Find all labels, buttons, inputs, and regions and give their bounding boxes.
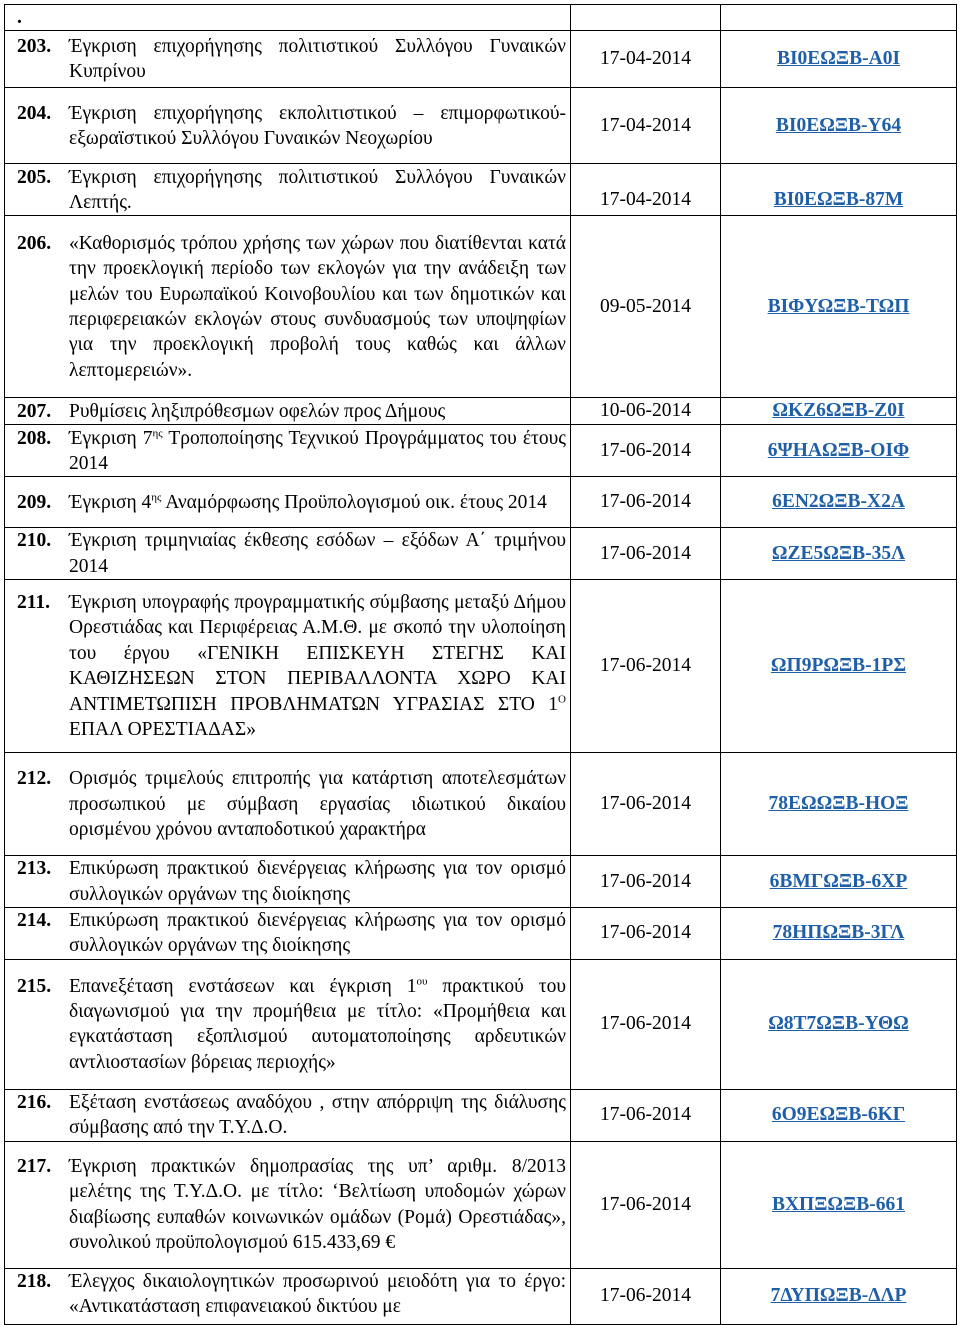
table-row <box>5 856 957 908</box>
item-date: 17-04-2014 <box>571 164 721 216</box>
decision-code-link[interactable]: 78ΗΠΩΞΒ-3ΓΛ <box>772 922 905 944</box>
item-text: Έγκριση υπογραφής προγραμματικής σύμβασης μεταξύ Δήμου Ορεστιάδας και Περιφέρειας Α.Μ.Θ. με σκοπό την υλοποίηση του έργου «ΓΕΝΙΚΗ ΕΠΙΣΚΕΥΗ ΣΤΕΓΗΣ ΚΑΙ ΚΑΘΙΖΗΣΕΩΝ ΣΤΟΝ ΠΕΡΙΒΑΛΛΟΝΤΑ ΧΩΡΟ ΚΑΙ ΑΝΤΙΜΕΤΩΠΙΣΗ ΠΡΟΒΛΗΜΑΤΩΝ ΥΓΡΑΣΙΑΣ ΣΤΟ $1^O$ ΕΠΑΛ ΟΡΕΣΤΙΑΔΑΣ» <box>69 592 566 741</box>
decision-code-link[interactable]: ΒΙ0ΕΩΞΒ-Α0Ι <box>776 48 901 70</box>
decision-code-link[interactable]: 6Ο9ΕΩΞΒ-6ΚΓ <box>771 1104 906 1126</box>
table-row <box>5 753 957 856</box>
table-row <box>5 425 957 477</box>
item-date: 17-04-2014 <box>571 31 721 88</box>
decision-code-link[interactable]: ΩΠ9ΡΩΞΒ-1ΡΣ <box>770 655 907 677</box>
item-date: 17-06-2014 <box>571 1268 721 1324</box>
item-date: 17-04-2014 <box>571 88 721 164</box>
item-number: 211. <box>17 592 51 613</box>
item-date: 09-05-2014 <box>571 216 721 398</box>
item-text: Έλεγχος δικαιολογητικών προσωρινού μειοδότη για το έργο: «Αντικατάσταση επιφανειακού δικτύου με <box>69 1270 566 1318</box>
item-text: Έγκριση τριμηνιαίας έκθεσης εσόδων – εξόδων Α΄ τριμήνου 2014 <box>69 530 566 577</box>
item-number: 206. <box>17 232 52 254</box>
table-row <box>5 959 957 1089</box>
item-text: Επικύρωση πρακτικού διενέργειας κλήρωσης για τον ορισμό συλλογικών οργάνων της διοίκησης <box>69 858 566 905</box>
item-number: 208. <box>17 427 52 449</box>
item-number: 209. <box>17 491 52 513</box>
table-row <box>5 398 957 425</box>
item-text: Έγκριση $4^{\eta\varsigma}$ Αναμόρφωσης Προϋπολογισμού οικ. έτους 2014 <box>69 491 547 513</box>
item-number: 215. <box>17 975 52 997</box>
top-cell-code <box>721 5 957 31</box>
table-row <box>5 908 957 960</box>
item-text: Έγκριση πρακτικών δημοπρασίας της υπ’ αριθμ. 8/2013 μελέτης της Τ.Υ.Δ.Ο. με τίτλο: ‘Βελτίωση υποδομών χώρων διαβίωσης ευπαθών κοινωνικών ομάδων (Ρομά) Ορεστιάδας», συνολικού προϋπολογισμού 615.433,69 € <box>69 1155 566 1254</box>
decision-code-link[interactable]: ΒΙΦΥΩΞΒ-ΤΩΠ <box>767 295 910 317</box>
item-number: 216. <box>17 1091 52 1113</box>
table-row <box>5 528 957 580</box>
item-number: 218. <box>17 1270 52 1292</box>
decision-code-link[interactable]: 7ΔΥΠΩΞΒ-ΔΛΡ <box>770 1285 907 1307</box>
item-text: Ρυθμίσεις ληξιπρόθεσμων οφελών προς Δήμους <box>69 400 446 422</box>
top-dot: . <box>17 7 22 28</box>
item-text: Επανεξέταση ενστάσεων και έγκριση $1^{o\upsilon}$ πρακτικού του διαγωνισμού για την προμήθεια με τίτλο: «Προμήθεια και εγκατάσταση εξοπλισμού αυτοματοποίησης αρδευτικών αντλιοστασίων βόρειας περιοχής» <box>69 975 567 1073</box>
decision-code-link[interactable]: 6ΒΜΓΩΞΒ-6ΧΡ <box>769 870 908 892</box>
item-text: Έγκριση επιχορήγησης εκπολιτιστικού – επιμορφωτικού- εξωραϊστικού Συλλόγου Γυναικών Νεοχωρίου <box>69 102 566 149</box>
table-row <box>5 216 957 398</box>
item-number: 214. <box>17 910 52 932</box>
item-text: Έγκριση $7^{\eta\varsigma}$ Τροποποίησης Τεχνικού Προγράμματος του έτους 2014 <box>69 427 566 474</box>
item-number: 207. <box>17 400 52 422</box>
item-date: 10-06-2014 <box>571 398 721 425</box>
item-date: 17-06-2014 <box>571 477 721 528</box>
table-top-row <box>5 5 957 31</box>
item-number: 212. <box>17 768 52 790</box>
table-row <box>5 1141 957 1268</box>
item-date: 17-06-2014 <box>571 753 721 856</box>
item-date: 17-06-2014 <box>571 1141 721 1268</box>
decision-code-link[interactable]: ΒΙ0ΕΩΞΒ-87Μ <box>773 189 904 211</box>
decision-code-link[interactable]: 6ΕΝ2ΩΞΒ-Χ2Α <box>772 491 905 513</box>
table-row <box>5 88 957 164</box>
item-number: 203. <box>17 36 52 57</box>
top-cell-date <box>571 5 721 31</box>
item-number: 217. <box>17 1155 52 1177</box>
item-date: 17-06-2014 <box>571 1089 721 1141</box>
item-text: Επικύρωση πρακτικού διενέργειας κλήρωσης για τον ορισμό συλλογικών οργάνων της διοίκησης <box>69 910 566 957</box>
item-text: Ορισμός τριμελούς επιτροπής για κατάρτιση αποτελεσμάτων προσωπικού με σύμβαση εργασίας ιδιωτικού δικαίου ορισμένου χρόνου ανταποδοτικού χαρακτήρα <box>69 768 566 840</box>
item-number: 205. <box>17 166 52 188</box>
item-date: 17-06-2014 <box>571 528 721 580</box>
item-date: 17-06-2014 <box>571 908 721 960</box>
item-text: Έγκριση επιχορήγησης πολιτιστικού Συλλόγου Γυναικών Λεπτής. <box>69 166 566 213</box>
table-row <box>5 164 957 216</box>
decision-code-link[interactable]: ΩΖΕ5ΩΞΒ-35Λ <box>771 542 906 564</box>
table-row <box>5 31 957 88</box>
decisions-table <box>4 4 957 1325</box>
item-text: Έγκριση επιχορήγησης πολιτιστικού Συλλόγου Γυναικών Κυπρίνου <box>69 36 566 83</box>
item-number: 210. <box>17 530 52 552</box>
item-text: Εξέταση ενστάσεως αναδόχου , στην απόρριψη της διάλυσης σύμβασης από την Τ.Υ.Δ.Ο. <box>69 1091 566 1139</box>
decision-code-link[interactable]: Ω8Τ7ΩΞΒ-ΥΘΩ <box>768 1013 909 1035</box>
table-row <box>5 1089 957 1141</box>
table-row <box>5 1268 957 1324</box>
item-text: «Καθορισμός τρόπου χρήσης των χώρων που διατίθενται κατά την προεκλογική περίοδο των εκλογών για την ανάδειξη των μελών του Ευρωπαϊκού Κοινοβουλίου και των δημοτικών και περιφερειακών εκλογών στους συνδυασμούς των υποψηφίων για την προεκλογική προβολή τους καθώς και άλλων λεπτομερειών». <box>69 232 566 381</box>
item-number: 204. <box>17 102 52 124</box>
item-date: 17-06-2014 <box>571 856 721 908</box>
top-cell-text <box>5 5 571 31</box>
decision-code-link[interactable]: ΒΙ0ΕΩΞΒ-Υ64 <box>775 114 902 136</box>
decision-code-link[interactable]: ΩΚΖ6ΩΞΒ-Ζ0Ι <box>772 400 905 422</box>
decision-code-link[interactable]: 6ΨΗΑΩΞΒ-ΟΙΦ <box>767 439 910 461</box>
decision-code-link[interactable]: 78ΕΩΩΞΒ-ΗΟΞ <box>768 793 909 815</box>
table-row <box>5 477 957 528</box>
item-date: 17-06-2014 <box>571 425 721 477</box>
item-date: 17-06-2014 <box>571 580 721 753</box>
decision-code-link[interactable]: ΒΧΠΞΩΞΒ-661 <box>771 1193 906 1215</box>
item-number: 213. <box>17 858 52 880</box>
item-date: 17-06-2014 <box>571 959 721 1089</box>
table-row <box>5 580 957 753</box>
